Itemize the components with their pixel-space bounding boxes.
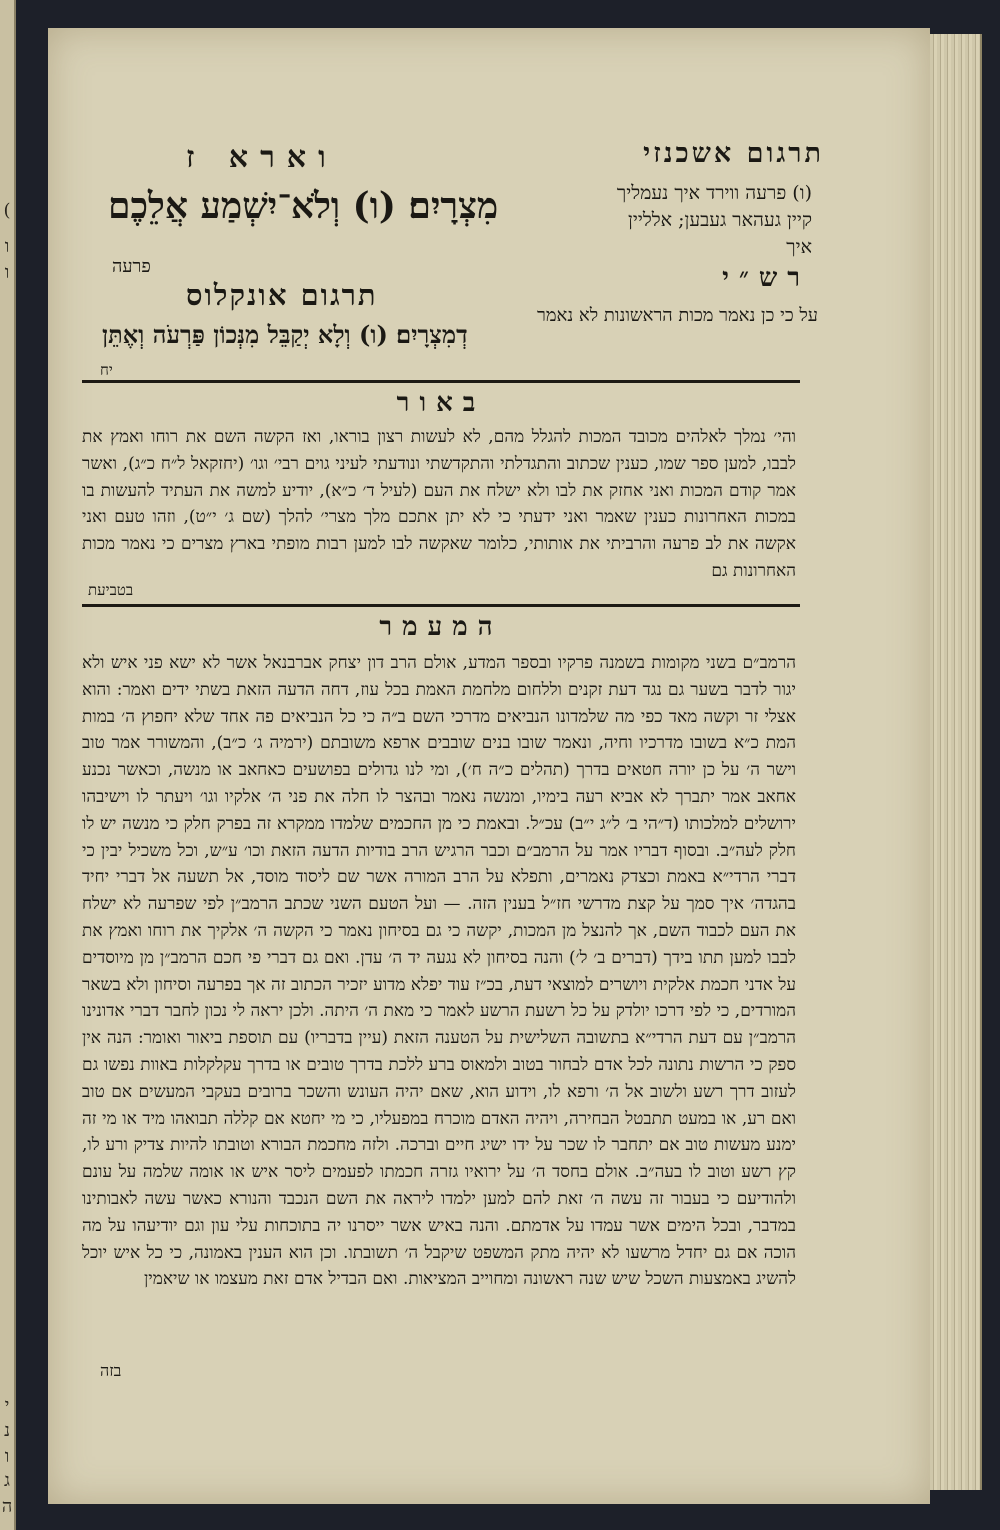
- adjacent-page-fragment: י: [4, 1395, 10, 1416]
- adjacent-page-fragment: ו: [4, 1446, 10, 1467]
- targum-ashkenazi-text: [552, 180, 812, 261]
- biur-catchword: בטביעת: [88, 581, 134, 599]
- rashi-heading: רש״י: [722, 263, 810, 293]
- hameassef-heading: המעמר: [379, 612, 503, 642]
- hebrew-verse-text: מִצְרָיִם׃ (ו) וְלֹא־יִשְׁמַע אֲלֵכֶם: [108, 185, 499, 227]
- targum-ashkenazi-line: (ו) פרעה ווירד איך נעמליך: [616, 182, 812, 204]
- adjacent-page-fragment: נ: [4, 1420, 10, 1441]
- page-content: [48, 28, 930, 1504]
- book-page: [48, 28, 930, 1504]
- onkelos-catchword: יח: [100, 361, 113, 379]
- adjacent-page-edge: [0, 0, 16, 1530]
- hameassef-catchword: בזה: [100, 1361, 122, 1380]
- page-stack-edge: [930, 34, 982, 1490]
- targum-ashkenazi-heading: תרגום אשכנזי: [643, 138, 824, 169]
- targum-onkelos-heading: תרגום אונקלוס: [186, 278, 378, 312]
- section-divider: [82, 380, 800, 383]
- adjacent-page-fragment: ו: [4, 262, 10, 283]
- biur-heading: באור: [396, 388, 486, 418]
- adjacent-page-fragment: ג: [4, 1470, 10, 1491]
- targum-onkelos-verse: דְמִצְרָיִם׃ (ו) וְלָא יְקַבֵּל מִנְּכוֹן פַּרְעֹה וְאֶתֵּן: [102, 320, 468, 349]
- parsha-title: וארא ז: [186, 140, 338, 175]
- hameassef-text: הרמב״ם בשני מקומות בשמנה פרקיו ובספר המדע, אולם הרב דון יצחק אברבנאל אשר לא ישא פני איש ולא יגור לדבר בשער גם נגד דעת זקנים וללחום מלחמת האמת בכל עוז, דחה הדעה הזאת בשתי ידים ואמר: והוא אצלי זר וקשה מאד כפי מה שלמדונו הנביאים מדרכי השם ב״ה כי כל הנביאים פה אחד שלא יחפוץ ה׳ במות המת כ״א בשובו מדרכיו וחיה, ונאמר שובו בנים שובבים ארפא משובתם (ירמיה ג׳ כ״ב), והמשורר אמר טוב וישר ה׳ על כן יורה חטאים בדרך (תהלים כ״ה ח׳), ומי לנו גדולים בפושעים כאחאב או מנשה, וכאשר נכנע אחאב אמר יתברך לא אביא רעה בימיו, ומנשה נאמר ובהצר לו חלה את פני ה׳ אלקיו וגו׳ ויעתר לו וישיבהו ירושלים למלכותו (ד״הי ב׳ ל״ג י״ב) עכ״ל. ובאמת כי מן החכמים שלמדו ממקרא זה בפרק חלק כי מנשה יש לו חלק לעה״ב. ובסוף דבריו אמר על הרמב״ם וכבר הרגיש הרב בודיות הדעה הזאת וכו׳ ע״ש, וכל משכיל יבין כי דברי הרדי״א באמת וכצדק נאמרים, ותפלא על הרב המורה אשר שם ליסוד מוסד, אל תשעה אל דברי יחיד בהגדה׳ איך סמך על קצת מדרשי חז״ל בענין הזה. — ועל הטעם השני שכתב הרמב״ן לפי שפרעה לא ישלח את העם לכבוד השם, אך להנצל מן המכות, יקשה כי גם בסיחון נאמר כי הקשה ה׳ אלקיך את רוחו ואמץ את לבבו למען תתו בידך (דברים ב׳ ל׳) והנה בסיחון לא נגעה יד ה׳ עדן. ואם גם דברי פי חכם הרמב״ן מן מיוסדים על אדני חכמת אלקית ויושרים למוצאי דעת, בכ״ז עוד יפלא מדוע יזכיר הכתוב זה אך בפרעה וסיחון ולא בשאר המורדים, כי לפי דרכו יולדק על כל רשעת הרשע לאמר כי מאת ה׳ היתה. ולכן יראה לי נכון לחבר דברי אדונינו הרמב״ן עם דעת הרדי״א בתשובה השלישית על הטענה הזאת (עיין בדבריו) עם תוספת ביאור ואומר: הנה אין ספק כי הרשות נתונה לכל אדם לבחור בטוב ולמאוס ברע ללכת בדרך טובים או בדרך עקלקלות באוות נפשו גם לעזוב דרך רשע ולשוב אל ה׳ ורפא לו, וידוע הוא, שאם יהיה העונש והשכר ברובים בעקבי המעשים אם טוב ואם רע, או במעט תתבטל הבחירה, ויהיה האדם מוכרח במפעליו, כי מי יחטא אם קללה תבואהו מיד או מי זה ימנע מעשות טוב אם יתחבר לו שכר על ידו ישיג חיים וברכה. ולזה מחכמת הבורא וטובתו להיות צדיק ורע לו, קץ רשע וטוב לו בעה״ב. אולם בחסד ה׳ על ירואיו גזרה חכמתו לפעמים ליסר איש או אומה שלמה על עונם ולהודיעם כי בעבור זה עשה ה׳ זאת להם למען ילמדו ליראה את השם הנכבד והנורא כאשר עשה לאבותינו במדבר, ובכל הימים אשר עמדו על אדמתם. והנה באיש אשר ייסרנו יה בתוכחות עלי עון וגם יודיעהו על מה הוכה אם גם יחדל מרשעו לא יהיה מתק המשפט שיקבל ה׳ תשובתו. וכן הוא הענין באמונה, כי כל איש יוכל להשיג באמצעות השכל שיש שנה ראשונה ומחוייב המציאות. ואם הבדיל אדם זאת מעצמו או שיאמין: [82, 653, 796, 1290]
- section-divider: [82, 604, 800, 607]
- verse-catchword: פרעה: [112, 256, 151, 277]
- rashi-text: על כי כן נאמר מכות הראשונות לא נאמר: [537, 305, 818, 326]
- adjacent-page-fragment: (: [3, 200, 11, 221]
- adjacent-page-fragment: ה: [1, 1496, 13, 1517]
- targum-ashkenazi-line: איך: [786, 236, 812, 258]
- adjacent-page-fragment: ו: [4, 236, 10, 257]
- biur-text: והי׳ נמלך לאלהים מכובד המכות להגלל מהם, לא לעשות רצון בוראו, ואז הקשה השם את רוחו ואמץ את לבבו, למען ספר שמו, כענין שכתוב והתגדלתי והתקדשתי ונודעתי לעיני גוים רבי׳ וגו׳ (יחזקאל ל״ח כ״ג), ואשר אמר קודם המכות ואני אחזק את לבו ולא ישלח את העם (לעיל ד׳ כ״א), יודיע למשה את העתיד להעשות בו במכות האחרונות כענין שאמר ואני ידעתי כי לא יתן אתכם מלך מצרי׳ להלך (שם ג׳ י״ט), וזהו טעם ואני אקשה את לב פרעה והרביתי את אותותי, כלומר שאקשה לבו למען רבות מופתי בארץ מצרים כי נאמר מכות האחרונות גם: [82, 427, 796, 581]
- targum-ashkenazi-line: קיין געהאר געבען; אלליין: [628, 209, 812, 231]
